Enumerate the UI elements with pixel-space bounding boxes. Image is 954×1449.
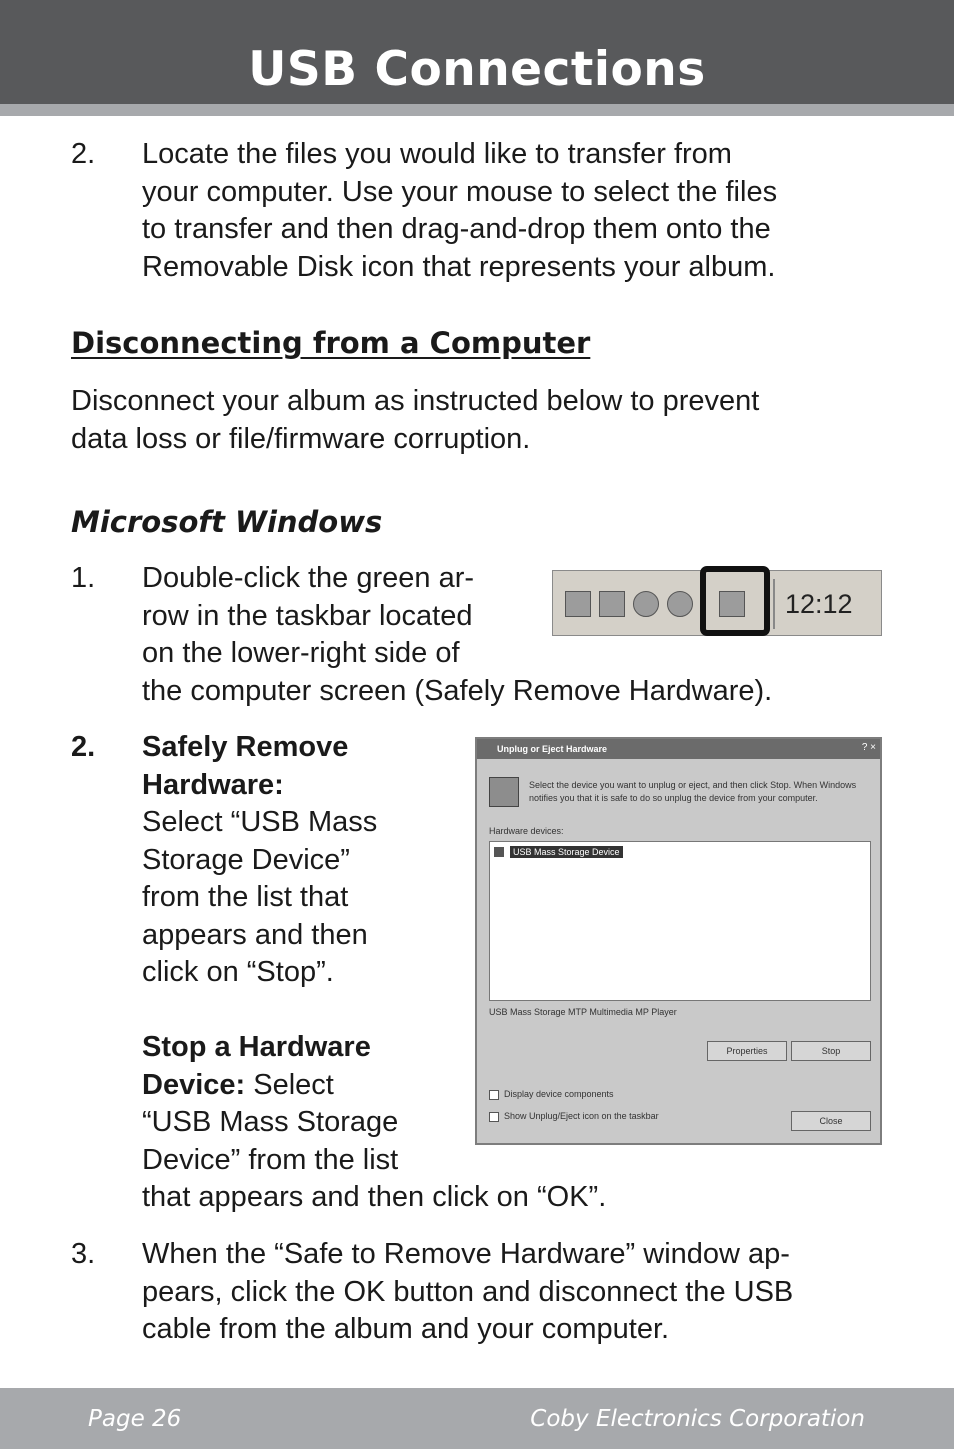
text-line: appears and then: [142, 918, 368, 951]
taskbar-tray-screenshot: [552, 570, 882, 636]
step2-title-line: Safely Remove: [142, 731, 349, 763]
text-line: Device” from the list: [142, 1143, 399, 1176]
text-line: from the list that: [142, 881, 349, 913]
show-icon-checkbox: [489, 1111, 659, 1122]
tray-clock: 12:12: [785, 589, 853, 619]
step3-text: [142, 1236, 793, 1349]
dialog-description: Select the device you want to unplug or eject, and then click Stop. When Windows notifies you that it is safe to do so unplug the device from your computer.: [529, 780, 857, 803]
text-line: Locate the files you would like to transfer from: [142, 138, 732, 170]
text-line: pears, click the OK button and disconnect the USB: [142, 1275, 794, 1308]
step-number: 1.: [71, 562, 96, 594]
text-inline: Select: [245, 1068, 334, 1101]
text-line: on the lower-right side of: [142, 637, 460, 669]
hardware-devices-label: Hardware devices:: [489, 826, 564, 836]
speaker-icon: [667, 591, 693, 617]
text-line: “USB Mass Storage: [142, 1106, 399, 1138]
usb-device-icon: [494, 847, 504, 857]
page-title: USB Connections: [248, 42, 706, 97]
text-line: that appears and then click on “OK”.: [142, 1181, 607, 1213]
page-number: Page 26: [88, 1406, 182, 1432]
step-number: 2.: [71, 731, 96, 763]
text-line: Double-click the green ar-: [142, 562, 475, 594]
display-components-checkbox: [489, 1089, 614, 1100]
text-line: click on “Stop”.: [142, 956, 334, 988]
checkbox-label: Show Unplug/Eject icon on the taskbar: [504, 1111, 659, 1121]
device-status: USB Mass Storage MTP Multimedia MP Player: [489, 1007, 677, 1017]
page-footer: [0, 1388, 954, 1449]
text-line: data loss or file/firmware corruption.: [71, 422, 531, 455]
section-heading: Disconnecting from a Computer: [71, 326, 591, 360]
header-rule: [0, 104, 954, 116]
text-line: Storage Device”: [142, 843, 350, 876]
text-line: Select “USB Mass: [142, 806, 378, 838]
stop-title-line: Device:: [142, 1068, 246, 1101]
stop-title-line: Stop a Hardware: [142, 1031, 371, 1063]
text-line: your computer. Use your mouse to select the files: [142, 175, 778, 208]
network-icon: [565, 591, 591, 617]
text-line: the computer screen (Safely Remove Hardware).: [142, 674, 773, 707]
step-number: 2.: [71, 138, 96, 170]
step-transfer-text: [142, 136, 777, 286]
selected-device-item: USB Mass Storage Device: [510, 846, 623, 858]
properties-button: Properties: [707, 1041, 787, 1061]
hardware-device-list: [489, 841, 871, 1001]
unplug-hardware-dialog-screenshot: [475, 737, 882, 1145]
text-line: row in the taskbar located: [142, 599, 473, 632]
text-line: When the “Safe to Remove Hardware” window ap-: [142, 1238, 790, 1270]
close-button: Close: [791, 1111, 871, 1131]
section-intro: [71, 383, 759, 458]
company-name: Coby Electronics Corporation: [530, 1406, 865, 1432]
text-line: cable from the album and your computer.: [142, 1313, 670, 1345]
monitor-icon: [599, 591, 625, 617]
text-line: Removable Disk icon that represents your album.: [142, 250, 776, 283]
stop-button: Stop: [791, 1041, 871, 1061]
page-header: [0, 0, 954, 104]
dialog-title-buttons: ? ×: [861, 742, 876, 753]
step2-title-line: Hardware:: [142, 768, 284, 801]
subsection-heading: Microsoft Windows: [71, 505, 383, 539]
highlight-box: [700, 566, 770, 636]
checkbox-label: Display device components: [504, 1089, 614, 1099]
text-line: Disconnect your album as instructed below to prevent: [71, 385, 760, 417]
dialog-titlebar: Unplug or Eject Hardware: [477, 739, 880, 759]
step-number: 3.: [71, 1238, 96, 1270]
pen-icon: [633, 591, 659, 617]
hardware-icon: [489, 777, 519, 807]
text-line: to transfer and then drag-and-drop them onto the: [142, 213, 771, 245]
